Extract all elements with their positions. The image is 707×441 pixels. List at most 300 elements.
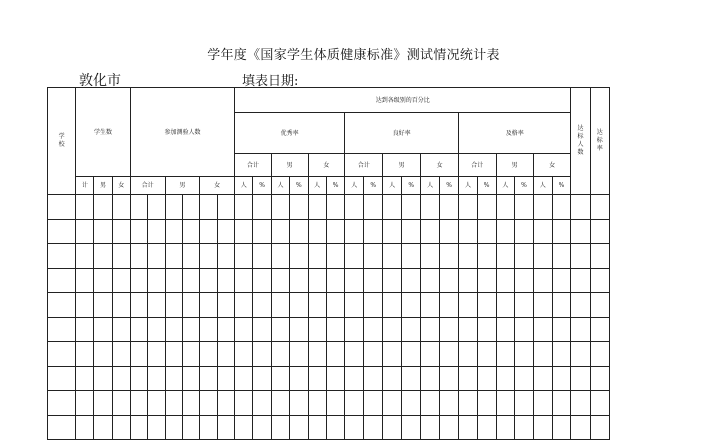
blank-cell[interactable]: [533, 342, 552, 367]
blank-cell[interactable]: [383, 219, 402, 244]
blank-cell[interactable]: [148, 268, 165, 293]
blank-cell[interactable]: [290, 415, 308, 440]
blank-cell[interactable]: [76, 244, 94, 269]
blank-cell[interactable]: [290, 268, 308, 293]
blank-cell[interactable]: [364, 317, 383, 342]
blank-cell[interactable]: [148, 293, 165, 318]
blank-cell[interactable]: [515, 293, 534, 318]
blank-cell[interactable]: [402, 366, 421, 391]
blank-cell[interactable]: [165, 415, 182, 440]
blank-cell[interactable]: [421, 244, 440, 269]
blank-cell[interactable]: [271, 342, 289, 367]
blank-cell[interactable]: [326, 317, 344, 342]
blank-cell[interactable]: [76, 293, 94, 318]
blank-cell[interactable]: [533, 317, 552, 342]
blank-cell[interactable]: [182, 244, 199, 269]
blank-cell[interactable]: [533, 415, 552, 440]
blank-cell[interactable]: [496, 317, 515, 342]
blank-cell[interactable]: [515, 244, 534, 269]
blank-cell[interactable]: [345, 366, 364, 391]
blank-cell[interactable]: [571, 391, 590, 416]
blank-cell[interactable]: [533, 391, 552, 416]
blank-cell[interactable]: [402, 415, 421, 440]
blank-cell[interactable]: [253, 415, 271, 440]
blank-cell[interactable]: [571, 268, 590, 293]
blank-cell[interactable]: [477, 195, 496, 220]
blank-cell[interactable]: [364, 268, 383, 293]
blank-cell[interactable]: [515, 317, 534, 342]
blank-cell[interactable]: [217, 342, 234, 367]
blank-cell[interactable]: [590, 342, 609, 367]
blank-cell[interactable]: [200, 317, 217, 342]
blank-cell[interactable]: [383, 391, 402, 416]
blank-cell[interactable]: [345, 391, 364, 416]
blank-cell[interactable]: [552, 293, 571, 318]
blank-cell[interactable]: [571, 366, 590, 391]
blank-cell[interactable]: [402, 195, 421, 220]
blank-cell[interactable]: [326, 366, 344, 391]
blank-cell[interactable]: [182, 391, 199, 416]
blank-cell[interactable]: [271, 219, 289, 244]
blank-cell[interactable]: [326, 268, 344, 293]
blank-cell[interactable]: [552, 268, 571, 293]
blank-cell[interactable]: [364, 342, 383, 367]
blank-cell[interactable]: [182, 195, 199, 220]
blank-cell[interactable]: [308, 195, 326, 220]
blank-cell[interactable]: [496, 415, 515, 440]
blank-cell[interactable]: [459, 317, 478, 342]
blank-cell[interactable]: [94, 342, 112, 367]
blank-cell[interactable]: [200, 391, 217, 416]
blank-cell[interactable]: [235, 317, 253, 342]
blank-cell[interactable]: [253, 219, 271, 244]
blank-cell[interactable]: [515, 391, 534, 416]
blank-cell[interactable]: [76, 415, 94, 440]
blank-cell[interactable]: [402, 219, 421, 244]
blank-cell[interactable]: [290, 391, 308, 416]
blank-cell[interactable]: [402, 293, 421, 318]
blank-cell[interactable]: [130, 415, 147, 440]
blank-cell[interactable]: [165, 268, 182, 293]
blank-cell[interactable]: [440, 342, 459, 367]
blank-cell[interactable]: [253, 366, 271, 391]
blank-cell[interactable]: [94, 366, 112, 391]
blank-cell[interactable]: [217, 244, 234, 269]
blank-cell[interactable]: [271, 268, 289, 293]
blank-cell[interactable]: [459, 268, 478, 293]
blank-cell[interactable]: [271, 195, 289, 220]
blank-cell[interactable]: [440, 366, 459, 391]
blank-cell[interactable]: [496, 268, 515, 293]
blank-cell[interactable]: [200, 219, 217, 244]
blank-cell[interactable]: [235, 244, 253, 269]
blank-cell[interactable]: [94, 244, 112, 269]
blank-cell[interactable]: [271, 391, 289, 416]
blank-cell[interactable]: [477, 219, 496, 244]
blank-cell[interactable]: [165, 391, 182, 416]
blank-cell[interactable]: [76, 195, 94, 220]
blank-cell[interactable]: [308, 342, 326, 367]
blank-cell[interactable]: [130, 317, 147, 342]
blank-cell[interactable]: [94, 293, 112, 318]
blank-cell[interactable]: [477, 293, 496, 318]
blank-cell[interactable]: [112, 195, 130, 220]
blank-cell[interactable]: [590, 415, 609, 440]
blank-cell[interactable]: [571, 415, 590, 440]
blank-cell[interactable]: [271, 244, 289, 269]
blank-cell[interactable]: [326, 244, 344, 269]
blank-cell[interactable]: [200, 195, 217, 220]
blank-cell[interactable]: [571, 244, 590, 269]
blank-cell[interactable]: [515, 415, 534, 440]
blank-cell[interactable]: [200, 366, 217, 391]
blank-cell[interactable]: [182, 317, 199, 342]
blank-cell[interactable]: [165, 244, 182, 269]
blank-cell[interactable]: [217, 219, 234, 244]
blank-cell[interactable]: [440, 415, 459, 440]
blank-cell[interactable]: [48, 244, 76, 269]
blank-cell[interactable]: [402, 268, 421, 293]
blank-cell[interactable]: [253, 317, 271, 342]
blank-cell[interactable]: [571, 219, 590, 244]
blank-cell[interactable]: [552, 244, 571, 269]
blank-cell[interactable]: [165, 317, 182, 342]
blank-cell[interactable]: [308, 391, 326, 416]
blank-cell[interactable]: [459, 219, 478, 244]
blank-cell[interactable]: [48, 391, 76, 416]
blank-cell[interactable]: [345, 219, 364, 244]
blank-cell[interactable]: [217, 317, 234, 342]
blank-cell[interactable]: [165, 342, 182, 367]
blank-cell[interactable]: [515, 342, 534, 367]
blank-cell[interactable]: [552, 415, 571, 440]
blank-cell[interactable]: [326, 415, 344, 440]
blank-cell[interactable]: [421, 415, 440, 440]
blank-cell[interactable]: [290, 293, 308, 318]
blank-cell[interactable]: [590, 293, 609, 318]
blank-cell[interactable]: [253, 268, 271, 293]
blank-cell[interactable]: [477, 268, 496, 293]
blank-cell[interactable]: [130, 219, 147, 244]
blank-cell[interactable]: [182, 293, 199, 318]
blank-cell[interactable]: [271, 317, 289, 342]
blank-cell[interactable]: [130, 293, 147, 318]
blank-cell[interactable]: [345, 293, 364, 318]
blank-cell[interactable]: [148, 317, 165, 342]
blank-cell[interactable]: [364, 366, 383, 391]
blank-cell[interactable]: [364, 293, 383, 318]
blank-cell[interactable]: [94, 391, 112, 416]
blank-cell[interactable]: [383, 317, 402, 342]
blank-cell[interactable]: [271, 293, 289, 318]
blank-cell[interactable]: [217, 293, 234, 318]
blank-cell[interactable]: [383, 268, 402, 293]
blank-cell[interactable]: [94, 268, 112, 293]
blank-cell[interactable]: [515, 366, 534, 391]
blank-cell[interactable]: [112, 415, 130, 440]
blank-cell[interactable]: [76, 268, 94, 293]
blank-cell[interactable]: [533, 366, 552, 391]
blank-cell[interactable]: [308, 268, 326, 293]
blank-cell[interactable]: [200, 415, 217, 440]
blank-cell[interactable]: [308, 317, 326, 342]
blank-cell[interactable]: [182, 366, 199, 391]
blank-cell[interactable]: [326, 342, 344, 367]
blank-cell[interactable]: [94, 195, 112, 220]
blank-cell[interactable]: [148, 391, 165, 416]
blank-cell[interactable]: [496, 195, 515, 220]
blank-cell[interactable]: [112, 342, 130, 367]
blank-cell[interactable]: [383, 342, 402, 367]
blank-cell[interactable]: [590, 219, 609, 244]
blank-cell[interactable]: [477, 244, 496, 269]
blank-cell[interactable]: [571, 195, 590, 220]
blank-cell[interactable]: [533, 195, 552, 220]
blank-cell[interactable]: [94, 317, 112, 342]
blank-cell[interactable]: [217, 195, 234, 220]
blank-cell[interactable]: [515, 219, 534, 244]
blank-cell[interactable]: [48, 415, 76, 440]
blank-cell[interactable]: [402, 317, 421, 342]
blank-cell[interactable]: [253, 244, 271, 269]
blank-cell[interactable]: [345, 268, 364, 293]
blank-cell[interactable]: [148, 195, 165, 220]
blank-cell[interactable]: [402, 391, 421, 416]
blank-cell[interactable]: [112, 366, 130, 391]
blank-cell[interactable]: [345, 244, 364, 269]
blank-cell[interactable]: [112, 244, 130, 269]
blank-cell[interactable]: [217, 391, 234, 416]
blank-cell[interactable]: [308, 219, 326, 244]
blank-cell[interactable]: [364, 391, 383, 416]
blank-cell[interactable]: [253, 293, 271, 318]
blank-cell[interactable]: [326, 391, 344, 416]
blank-cell[interactable]: [590, 317, 609, 342]
blank-cell[interactable]: [421, 317, 440, 342]
blank-cell[interactable]: [76, 366, 94, 391]
blank-cell[interactable]: [148, 415, 165, 440]
blank-cell[interactable]: [496, 219, 515, 244]
blank-cell[interactable]: [402, 244, 421, 269]
blank-cell[interactable]: [496, 244, 515, 269]
blank-cell[interactable]: [421, 366, 440, 391]
blank-cell[interactable]: [271, 366, 289, 391]
blank-cell[interactable]: [308, 293, 326, 318]
blank-cell[interactable]: [182, 415, 199, 440]
blank-cell[interactable]: [182, 219, 199, 244]
blank-cell[interactable]: [496, 293, 515, 318]
blank-cell[interactable]: [165, 195, 182, 220]
blank-cell[interactable]: [48, 366, 76, 391]
blank-cell[interactable]: [217, 366, 234, 391]
blank-cell[interactable]: [48, 342, 76, 367]
blank-cell[interactable]: [308, 366, 326, 391]
blank-cell[interactable]: [290, 195, 308, 220]
blank-cell[interactable]: [383, 415, 402, 440]
blank-cell[interactable]: [383, 244, 402, 269]
blank-cell[interactable]: [235, 391, 253, 416]
blank-cell[interactable]: [440, 195, 459, 220]
blank-cell[interactable]: [533, 244, 552, 269]
blank-cell[interactable]: [590, 244, 609, 269]
blank-cell[interactable]: [496, 391, 515, 416]
blank-cell[interactable]: [477, 342, 496, 367]
blank-cell[interactable]: [440, 244, 459, 269]
blank-cell[interactable]: [130, 244, 147, 269]
blank-cell[interactable]: [515, 195, 534, 220]
blank-cell[interactable]: [459, 415, 478, 440]
blank-cell[interactable]: [76, 342, 94, 367]
blank-cell[interactable]: [477, 391, 496, 416]
blank-cell[interactable]: [112, 293, 130, 318]
blank-cell[interactable]: [235, 342, 253, 367]
blank-cell[interactable]: [130, 268, 147, 293]
blank-cell[interactable]: [459, 195, 478, 220]
blank-cell[interactable]: [383, 195, 402, 220]
blank-cell[interactable]: [271, 415, 289, 440]
blank-cell[interactable]: [217, 415, 234, 440]
blank-cell[interactable]: [182, 268, 199, 293]
blank-cell[interactable]: [94, 415, 112, 440]
blank-cell[interactable]: [148, 366, 165, 391]
blank-cell[interactable]: [48, 195, 76, 220]
blank-cell[interactable]: [235, 366, 253, 391]
blank-cell[interactable]: [165, 219, 182, 244]
blank-cell[interactable]: [459, 391, 478, 416]
blank-cell[interactable]: [477, 366, 496, 391]
blank-cell[interactable]: [496, 366, 515, 391]
blank-cell[interactable]: [383, 366, 402, 391]
blank-cell[interactable]: [515, 268, 534, 293]
blank-cell[interactable]: [421, 219, 440, 244]
blank-cell[interactable]: [200, 268, 217, 293]
blank-cell[interactable]: [308, 415, 326, 440]
blank-cell[interactable]: [533, 268, 552, 293]
blank-cell[interactable]: [130, 366, 147, 391]
blank-cell[interactable]: [200, 342, 217, 367]
blank-cell[interactable]: [290, 244, 308, 269]
blank-cell[interactable]: [308, 244, 326, 269]
blank-cell[interactable]: [421, 391, 440, 416]
blank-cell[interactable]: [383, 293, 402, 318]
blank-cell[interactable]: [326, 219, 344, 244]
blank-cell[interactable]: [94, 219, 112, 244]
blank-cell[interactable]: [326, 195, 344, 220]
blank-cell[interactable]: [235, 195, 253, 220]
blank-cell[interactable]: [364, 219, 383, 244]
blank-cell[interactable]: [552, 317, 571, 342]
blank-cell[interactable]: [112, 268, 130, 293]
blank-cell[interactable]: [290, 366, 308, 391]
blank-cell[interactable]: [76, 391, 94, 416]
blank-cell[interactable]: [552, 366, 571, 391]
blank-cell[interactable]: [364, 415, 383, 440]
blank-cell[interactable]: [421, 195, 440, 220]
blank-cell[interactable]: [440, 391, 459, 416]
blank-cell[interactable]: [165, 293, 182, 318]
blank-cell[interactable]: [440, 293, 459, 318]
blank-cell[interactable]: [421, 293, 440, 318]
blank-cell[interactable]: [130, 195, 147, 220]
blank-cell[interactable]: [440, 219, 459, 244]
blank-cell[interactable]: [112, 317, 130, 342]
blank-cell[interactable]: [552, 342, 571, 367]
blank-cell[interactable]: [76, 317, 94, 342]
blank-cell[interactable]: [326, 293, 344, 318]
blank-cell[interactable]: [459, 244, 478, 269]
blank-cell[interactable]: [217, 268, 234, 293]
blank-cell[interactable]: [402, 342, 421, 367]
blank-cell[interactable]: [459, 366, 478, 391]
blank-cell[interactable]: [552, 195, 571, 220]
blank-cell[interactable]: [290, 342, 308, 367]
blank-cell[interactable]: [148, 244, 165, 269]
blank-cell[interactable]: [421, 268, 440, 293]
blank-cell[interactable]: [200, 244, 217, 269]
blank-cell[interactable]: [571, 317, 590, 342]
blank-cell[interactable]: [571, 293, 590, 318]
blank-cell[interactable]: [477, 317, 496, 342]
blank-cell[interactable]: [235, 219, 253, 244]
blank-cell[interactable]: [165, 366, 182, 391]
blank-cell[interactable]: [496, 342, 515, 367]
blank-cell[interactable]: [290, 219, 308, 244]
blank-cell[interactable]: [364, 244, 383, 269]
blank-cell[interactable]: [459, 342, 478, 367]
blank-cell[interactable]: [440, 317, 459, 342]
blank-cell[interactable]: [253, 391, 271, 416]
blank-cell[interactable]: [182, 342, 199, 367]
blank-cell[interactable]: [148, 342, 165, 367]
blank-cell[interactable]: [200, 293, 217, 318]
blank-cell[interactable]: [533, 219, 552, 244]
blank-cell[interactable]: [533, 293, 552, 318]
blank-cell[interactable]: [130, 391, 147, 416]
blank-cell[interactable]: [48, 219, 76, 244]
blank-cell[interactable]: [253, 195, 271, 220]
blank-cell[interactable]: [290, 317, 308, 342]
blank-cell[interactable]: [590, 268, 609, 293]
blank-cell[interactable]: [440, 268, 459, 293]
blank-cell[interactable]: [345, 317, 364, 342]
blank-cell[interactable]: [590, 391, 609, 416]
blank-cell[interactable]: [345, 415, 364, 440]
blank-cell[interactable]: [421, 342, 440, 367]
blank-cell[interactable]: [235, 415, 253, 440]
blank-cell[interactable]: [459, 293, 478, 318]
blank-cell[interactable]: [112, 391, 130, 416]
blank-cell[interactable]: [112, 219, 130, 244]
blank-cell[interactable]: [235, 268, 253, 293]
blank-cell[interactable]: [345, 342, 364, 367]
blank-cell[interactable]: [76, 219, 94, 244]
blank-cell[interactable]: [253, 342, 271, 367]
blank-cell[interactable]: [130, 342, 147, 367]
blank-cell[interactable]: [571, 342, 590, 367]
blank-cell[interactable]: [235, 293, 253, 318]
blank-cell[interactable]: [48, 317, 76, 342]
blank-cell[interactable]: [590, 195, 609, 220]
blank-cell[interactable]: [345, 195, 364, 220]
blank-cell[interactable]: [148, 219, 165, 244]
blank-cell[interactable]: [364, 195, 383, 220]
blank-cell[interactable]: [552, 391, 571, 416]
blank-cell[interactable]: [477, 415, 496, 440]
blank-cell[interactable]: [48, 293, 76, 318]
blank-cell[interactable]: [552, 219, 571, 244]
blank-cell[interactable]: [590, 366, 609, 391]
blank-cell[interactable]: [48, 268, 76, 293]
